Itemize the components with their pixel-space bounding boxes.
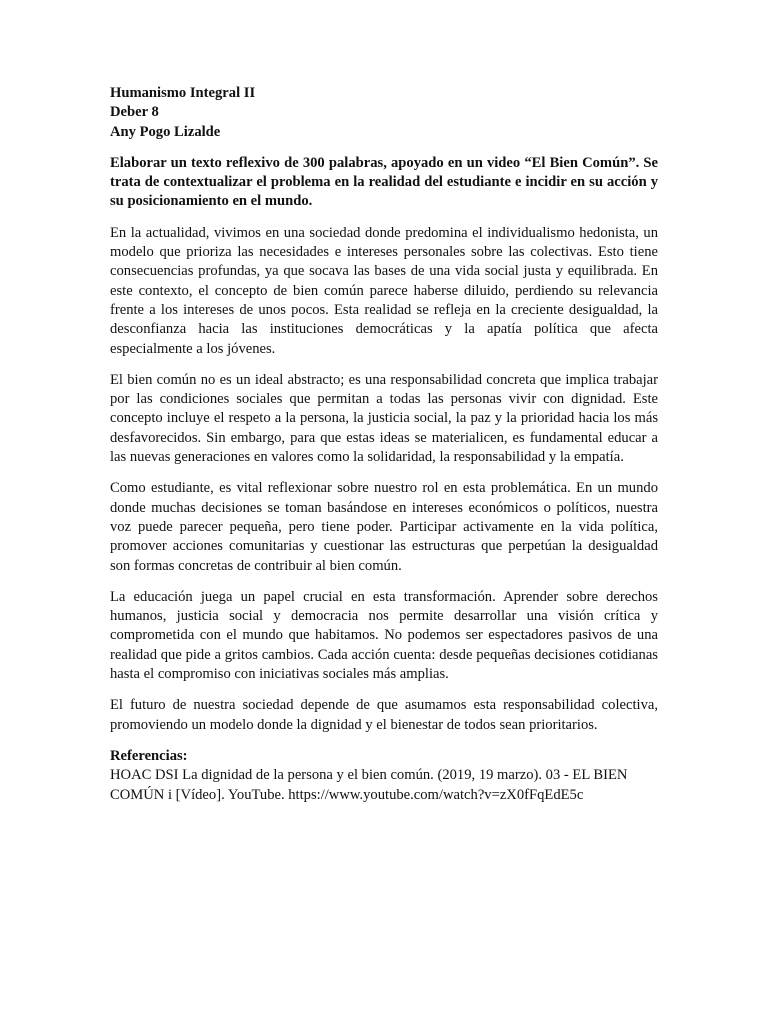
reference-entry: HOAC DSI La dignidad de la persona y el bien común. (2019, 19 marzo). 03 - EL BIEN COMÚN i [Vídeo]. YouTube. https://www.youtube.com/watch?v=zX0fFqEdE5c [110, 767, 628, 803]
document-page [110, 84, 658, 805]
body-paragraph-2: El bien común no es un ideal abstracto; es una responsabilidad concreta que implica trabajar por las condiciones sociales que permitan a todas las personas vivir con dignidad. Este concepto incluye el respeto a la persona, la justicia social, la paz y la prioridad hacia los más desfavorecidos. Sin embargo, para que estas ideas se materialicen, es fundamental educar a las nuevas generaciones en valores como la solidaridad, la responsabilidad y la empatía. [110, 371, 658, 466]
assignment-title: Deber 8 [110, 104, 159, 121]
document-header [110, 84, 658, 142]
references-heading: Referencias: [110, 747, 188, 764]
assignment-prompt: Elaborar un texto reflexivo de 300 palabras, apoyado en un video “El Bien Común”. Se trata de contextualizar el problema en la realidad del estudiante e incidir en su acción y su posicionamiento en el mundo. [110, 154, 658, 210]
course-title: Humanismo Integral II [110, 85, 256, 101]
body-paragraph-3: Como estudiante, es vital reflexionar sobre nuestro rol en esta problemática. En un mundo donde muchas decisiones se toman basándose en intereses económicos o políticos, nuestra voz puede parecer pequeña, pero tiene poder. Participar activamente en la vida política, promover acciones comunitarias y cuestionar las estructuras que perpetúan la desigualdad son formas concretas de contribuir al bien común. [110, 480, 658, 574]
body-paragraph-4: La educación juega un papel crucial en esta transformación. Aprender sobre derechos humanos, justicia social y democracia nos permite desarrollar una visión crítica y comprometida con el mundo que habitamos. No podemos ser espectadores pasivos de una realidad que pide a gritos cambios. Cada acción cuenta: desde pequeñas decisiones cotidianas hasta el compromiso con iniciativas sociales más amplias. [110, 588, 658, 683]
body-paragraph-5: El futuro de nuestra sociedad depende de que asumamos esta responsabilidad colectiva, promoviendo un modelo donde la dignidad y el bienestar de todos sean prioritarios. [110, 697, 658, 733]
body-paragraph-1: En la actualidad, vivimos en una sociedad donde predomina el individualismo hedonista, un modelo que prioriza las necesidades e intereses personales sobre las colectivas. Esto tiene consecuencias profundas, ya que socava las bases de una vida social justa y equilibrada. En este contexto, el concepto de bien común parece haberse diluido, perdiendo su relevancia frente a los intereses de unos pocos. Esta realidad se refleja en la creciente desigualdad, la desconfianza hacia las instituciones democráticas y la apatía política que afecta especialmente a los jóvenes. [110, 224, 658, 357]
references-section [110, 747, 658, 805]
author-name: Any Pogo Lizalde [110, 123, 221, 140]
